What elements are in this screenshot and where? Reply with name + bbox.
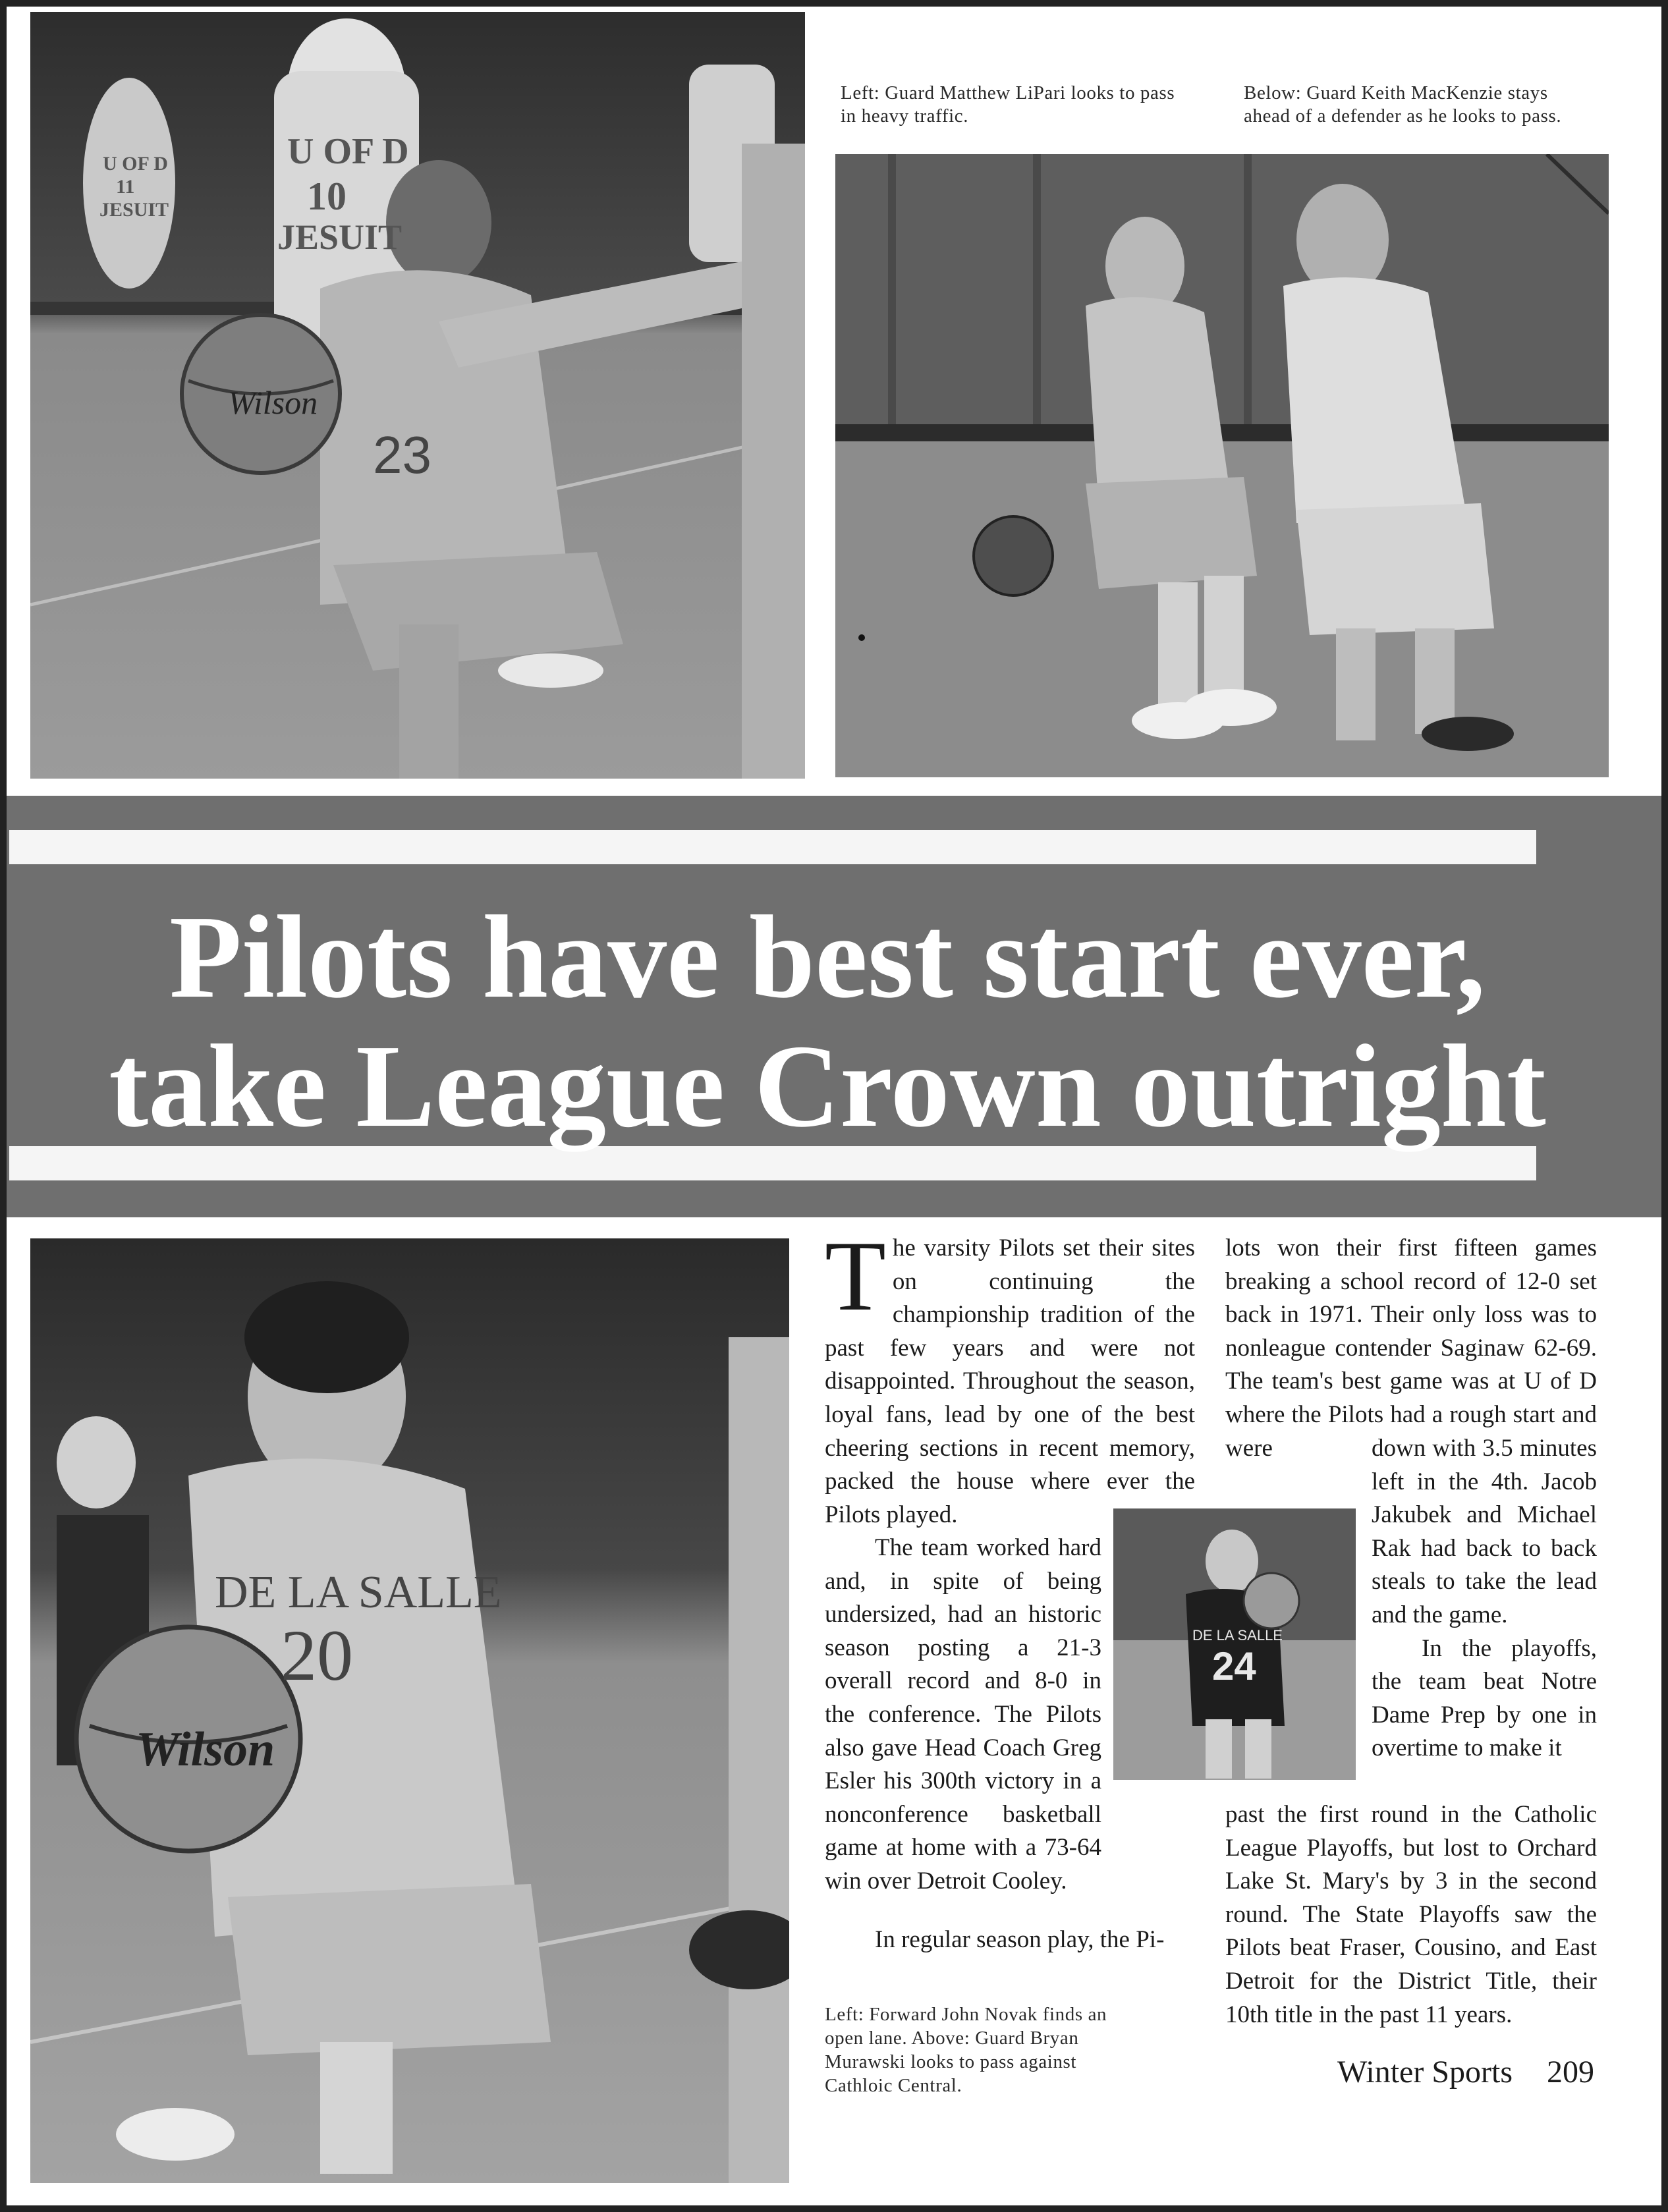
article-column-2-bottom	[1225, 1798, 1597, 2032]
article-column-2-top	[1225, 1232, 1597, 1465]
caption-top-left-line2: in heavy traffic.	[841, 105, 969, 126]
photo-murawski	[1113, 1508, 1356, 1780]
folio-section: Winter Sports	[1337, 2055, 1513, 2089]
article-paragraph-1	[825, 1221, 1195, 1532]
caption-top-left-line1: Left: Guard Matthew LiPari looks to pass	[841, 82, 1175, 103]
caption-top-left	[841, 82, 1236, 128]
article-paragraph-1-text: he varsity Pilots set their sites on continuing the championship tradition of the past few years and were not disappointed. Throughout the season, loyal fans, lead by one of the best cheering sections in recent memory, packed the house where ever the Pilots played.	[825, 1234, 1195, 1528]
page-headline	[0, 893, 1655, 1151]
article-col2-paragraph-4: past the first round in the Catholic League Playoffs, but lost to Orchard Lake St. Mary's by 3 in the second round. The State Playoffs saw the Pilots beat Fraser, Cousino, and East Detroit for the District Title, their 10th title in the past 11 years.	[1225, 1801, 1597, 2028]
headline-line1: Pilots have best start ever,	[169, 891, 1486, 1022]
jersey-text-line2: 10	[307, 175, 347, 218]
jersey-small-line1: U OF D	[103, 153, 168, 175]
jersey-number-23: 23	[373, 426, 431, 484]
article-column-1	[825, 1221, 1195, 1532]
caption-top-right-line2: ahead of a defender as he looks to pass.	[1244, 105, 1562, 126]
inset-jersey-number: 24	[1212, 1644, 1256, 1688]
caption-bottom-line4: Cathloic Central.	[825, 2075, 962, 2096]
inset-jersey-school: DE LA SALLE	[1192, 1627, 1283, 1644]
ball-brand-text-2: Wilson	[136, 1723, 275, 1777]
jersey-small-line2: 11	[116, 176, 135, 198]
photo-novak	[30, 1238, 789, 2183]
article-col2-paragraph-1: lots won their first fifteen games breaking a school record of 12-0 set back in 1971. Their only loss was to nonleague contender Saginaw 62-69. The team's best game was at U of D where the Pilots had a rough start and were	[1225, 1234, 1597, 1462]
jersey-text-line1: U OF D	[287, 131, 409, 172]
caption-bottom-line3: Murawski looks to pass against	[825, 2051, 1077, 2072]
photo-lipari	[30, 12, 805, 779]
photo-mackenzie	[835, 154, 1609, 777]
article-col2-paragraph-3: In the playoffs, the team beat Notre Dame Prep by one in overtime to make it	[1372, 1634, 1597, 1762]
caption-bottom	[825, 2003, 1194, 2097]
caption-top-right-line1: Below: Guard Keith MacKenzie stays	[1244, 82, 1548, 103]
article-paragraph-3: In regular season play, the Pi-	[875, 1926, 1165, 1953]
caption-bottom-line2: open lane. Above: Guard Bryan	[825, 2028, 1079, 2049]
jersey-small-line3: JESUIT	[99, 199, 169, 221]
jersey-text-line3: JESUIT	[277, 217, 403, 257]
article-column-2-mid	[1372, 1432, 1597, 1765]
caption-bottom-line1: Left: Forward John Novak finds an	[825, 2004, 1107, 2025]
article-column-1c	[825, 1923, 1195, 1957]
jersey-school-text: DE LA SALLE	[215, 1567, 502, 1618]
page-number: 209	[1547, 2055, 1594, 2089]
drop-cap: T	[825, 1221, 886, 1331]
article-column-1b	[825, 1532, 1101, 1898]
headline-line2: take League Crown outright	[109, 1020, 1546, 1151]
banner-stripe-top	[9, 830, 1536, 864]
article-col2-paragraph-2: down with 3.5 minutes left in the 4th. Jacob Jakubek and Michael Rak had back to back steals to take the lead and the game.	[1372, 1435, 1597, 1628]
ball-brand-text: Wilson	[228, 384, 318, 421]
caption-top-right	[1244, 82, 1613, 128]
jersey-number-20: 20	[281, 1615, 353, 1696]
article-paragraph-2: The team worked hard and, in spite of being undersized, had an historic season posting a 21-3 overall record and 8-0 in the conference. The Pilots also gave Head Coach Greg Esler his 300th victory in a nonconference basketball game at home with a 73-64 win over Detroit Cooley.	[825, 1534, 1101, 1894]
